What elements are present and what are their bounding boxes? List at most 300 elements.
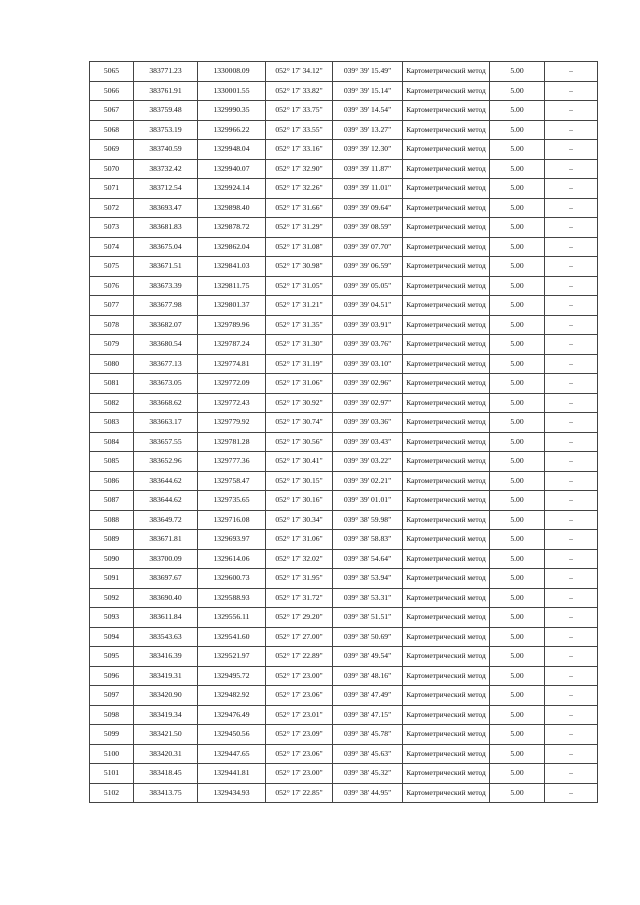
table-row (90, 725, 598, 745)
point-number-cell: 5078 (90, 315, 134, 335)
description-cell: – (545, 315, 598, 335)
method-cell: Картометрический метод (403, 257, 490, 277)
method-cell: Картометрический метод (403, 549, 490, 569)
accuracy-cell: 5.00 (490, 510, 545, 530)
description-cell: – (545, 666, 598, 686)
table-row (90, 510, 598, 530)
latitude-cell: 052° 17' 31.06" (266, 374, 333, 394)
description-cell: – (545, 452, 598, 472)
y-coordinate-cell: 1329541.60 (198, 627, 266, 647)
x-coordinate-cell: 383771.23 (134, 62, 198, 82)
table-row (90, 257, 598, 277)
y-coordinate-cell: 1329450.56 (198, 725, 266, 745)
method-cell: Картометрический метод (403, 627, 490, 647)
accuracy-cell: 5.00 (490, 315, 545, 335)
longitude-cell: 039° 39' 02.21" (333, 471, 403, 491)
table-body (90, 62, 598, 803)
y-coordinate-cell: 1329482.92 (198, 686, 266, 706)
table-row (90, 432, 598, 452)
x-coordinate-cell: 383413.75 (134, 783, 198, 803)
y-coordinate-cell: 1329735.65 (198, 491, 266, 511)
x-coordinate-cell: 383697.67 (134, 569, 198, 589)
longitude-cell: 039° 39' 07.70" (333, 237, 403, 257)
accuracy-cell: 5.00 (490, 569, 545, 589)
latitude-cell: 052° 17' 30.34" (266, 510, 333, 530)
description-cell: – (545, 471, 598, 491)
method-cell: Картометрический метод (403, 81, 490, 101)
description-cell: – (545, 764, 598, 784)
accuracy-cell: 5.00 (490, 549, 545, 569)
x-coordinate-cell: 383419.31 (134, 666, 198, 686)
longitude-cell: 039° 38' 53.94" (333, 569, 403, 589)
method-cell: Картометрический метод (403, 608, 490, 628)
table-row (90, 374, 598, 394)
accuracy-cell: 5.00 (490, 354, 545, 374)
method-cell: Картометрический метод (403, 510, 490, 530)
accuracy-cell: 5.00 (490, 159, 545, 179)
table-row (90, 198, 598, 218)
description-cell: – (545, 549, 598, 569)
point-number-cell: 5066 (90, 81, 134, 101)
y-coordinate-cell: 1329758.47 (198, 471, 266, 491)
longitude-cell: 039° 38' 54.64" (333, 549, 403, 569)
method-cell: Картометрический метод (403, 530, 490, 550)
coordinates-table (89, 61, 598, 803)
longitude-cell: 039° 39' 01.01" (333, 491, 403, 511)
accuracy-cell: 5.00 (490, 81, 545, 101)
point-number-cell: 5090 (90, 549, 134, 569)
point-number-cell: 5080 (90, 354, 134, 374)
description-cell: – (545, 510, 598, 530)
description-cell: – (545, 705, 598, 725)
point-number-cell: 5093 (90, 608, 134, 628)
description-cell: – (545, 608, 598, 628)
latitude-cell: 052° 17' 31.29" (266, 218, 333, 238)
x-coordinate-cell: 383649.72 (134, 510, 198, 530)
description-cell: – (545, 335, 598, 355)
accuracy-cell: 5.00 (490, 218, 545, 238)
method-cell: Картометрический метод (403, 725, 490, 745)
longitude-cell: 039° 39' 13.27" (333, 120, 403, 140)
method-cell: Картометрический метод (403, 432, 490, 452)
method-cell: Картометрический метод (403, 140, 490, 160)
y-coordinate-cell: 1329521.97 (198, 647, 266, 667)
method-cell: Картометрический метод (403, 335, 490, 355)
point-number-cell: 5082 (90, 393, 134, 413)
latitude-cell: 052° 17' 31.06" (266, 530, 333, 550)
latitude-cell: 052° 17' 33.75" (266, 101, 333, 121)
description-cell: – (545, 413, 598, 433)
y-coordinate-cell: 1329588.93 (198, 588, 266, 608)
y-coordinate-cell: 1329940.07 (198, 159, 266, 179)
accuracy-cell: 5.00 (490, 62, 545, 82)
table-row (90, 393, 598, 413)
longitude-cell: 039° 38' 50.69" (333, 627, 403, 647)
accuracy-cell: 5.00 (490, 608, 545, 628)
table-row (90, 569, 598, 589)
longitude-cell: 039° 38' 47.49" (333, 686, 403, 706)
accuracy-cell: 5.00 (490, 432, 545, 452)
description-cell: – (545, 159, 598, 179)
longitude-cell: 039° 39' 09.64" (333, 198, 403, 218)
y-coordinate-cell: 1330008.09 (198, 62, 266, 82)
point-number-cell: 5077 (90, 296, 134, 316)
x-coordinate-cell: 383682.07 (134, 315, 198, 335)
x-coordinate-cell: 383644.62 (134, 471, 198, 491)
point-number-cell: 5099 (90, 725, 134, 745)
description-cell: – (545, 296, 598, 316)
y-coordinate-cell: 1329434.93 (198, 783, 266, 803)
point-number-cell: 5069 (90, 140, 134, 160)
y-coordinate-cell: 1329878.72 (198, 218, 266, 238)
table-row (90, 81, 598, 101)
longitude-cell: 039° 39' 02.97" (333, 393, 403, 413)
description-cell: – (545, 62, 598, 82)
x-coordinate-cell: 383543.63 (134, 627, 198, 647)
y-coordinate-cell: 1329779.92 (198, 413, 266, 433)
table-row (90, 764, 598, 784)
method-cell: Картометрический метод (403, 666, 490, 686)
x-coordinate-cell: 383418.45 (134, 764, 198, 784)
description-cell: – (545, 647, 598, 667)
latitude-cell: 052° 17' 30.92" (266, 393, 333, 413)
longitude-cell: 039° 38' 45.78" (333, 725, 403, 745)
y-coordinate-cell: 1329898.40 (198, 198, 266, 218)
point-number-cell: 5098 (90, 705, 134, 725)
x-coordinate-cell: 383663.17 (134, 413, 198, 433)
latitude-cell: 052° 17' 30.74" (266, 413, 333, 433)
longitude-cell: 039° 39' 03.43" (333, 432, 403, 452)
x-coordinate-cell: 383753.19 (134, 120, 198, 140)
table-row (90, 627, 598, 647)
table-row (90, 354, 598, 374)
method-cell: Картометрический метод (403, 198, 490, 218)
latitude-cell: 052° 17' 23.01" (266, 705, 333, 725)
latitude-cell: 052° 17' 31.05" (266, 276, 333, 296)
accuracy-cell: 5.00 (490, 101, 545, 121)
method-cell: Картометрический метод (403, 218, 490, 238)
table-row (90, 686, 598, 706)
y-coordinate-cell: 1329476.49 (198, 705, 266, 725)
accuracy-cell: 5.00 (490, 783, 545, 803)
longitude-cell: 039° 38' 59.98" (333, 510, 403, 530)
method-cell: Картометрический метод (403, 159, 490, 179)
y-coordinate-cell: 1329990.35 (198, 101, 266, 121)
latitude-cell: 052° 17' 29.20" (266, 608, 333, 628)
point-number-cell: 5095 (90, 647, 134, 667)
accuracy-cell: 5.00 (490, 179, 545, 199)
longitude-cell: 039° 39' 08.59" (333, 218, 403, 238)
point-number-cell: 5094 (90, 627, 134, 647)
latitude-cell: 052° 17' 23.09" (266, 725, 333, 745)
accuracy-cell: 5.00 (490, 705, 545, 725)
point-number-cell: 5081 (90, 374, 134, 394)
y-coordinate-cell: 1329772.09 (198, 374, 266, 394)
method-cell: Картометрический метод (403, 315, 490, 335)
latitude-cell: 052° 17' 31.19" (266, 354, 333, 374)
method-cell: Картометрический метод (403, 296, 490, 316)
description-cell: – (545, 783, 598, 803)
description-cell: – (545, 237, 598, 257)
method-cell: Картометрический метод (403, 705, 490, 725)
longitude-cell: 039° 39' 14.54" (333, 101, 403, 121)
accuracy-cell: 5.00 (490, 393, 545, 413)
table-row (90, 62, 598, 82)
point-number-cell: 5067 (90, 101, 134, 121)
longitude-cell: 039° 39' 15.49" (333, 62, 403, 82)
longitude-cell: 039° 39' 06.59" (333, 257, 403, 277)
y-coordinate-cell: 1329495.72 (198, 666, 266, 686)
y-coordinate-cell: 1329600.73 (198, 569, 266, 589)
table-row (90, 335, 598, 355)
x-coordinate-cell: 383690.40 (134, 588, 198, 608)
method-cell: Картометрический метод (403, 120, 490, 140)
longitude-cell: 039° 38' 51.51" (333, 608, 403, 628)
latitude-cell: 052° 17' 32.90" (266, 159, 333, 179)
longitude-cell: 039° 38' 47.15" (333, 705, 403, 725)
longitude-cell: 039° 38' 45.32" (333, 764, 403, 784)
y-coordinate-cell: 1329948.04 (198, 140, 266, 160)
method-cell: Картометрический метод (403, 588, 490, 608)
latitude-cell: 052° 17' 32.26" (266, 179, 333, 199)
point-number-cell: 5102 (90, 783, 134, 803)
y-coordinate-cell: 1329811.75 (198, 276, 266, 296)
y-coordinate-cell: 1329781.28 (198, 432, 266, 452)
x-coordinate-cell: 383611.84 (134, 608, 198, 628)
table-row (90, 549, 598, 569)
longitude-cell: 039° 39' 03.22" (333, 452, 403, 472)
longitude-cell: 039° 39' 04.51" (333, 296, 403, 316)
latitude-cell: 052° 17' 23.06" (266, 744, 333, 764)
longitude-cell: 039° 38' 53.31" (333, 588, 403, 608)
y-coordinate-cell: 1329966.22 (198, 120, 266, 140)
table-row (90, 530, 598, 550)
latitude-cell: 052° 17' 31.30" (266, 335, 333, 355)
table-row (90, 315, 598, 335)
accuracy-cell: 5.00 (490, 666, 545, 686)
accuracy-cell: 5.00 (490, 627, 545, 647)
table-row (90, 218, 598, 238)
x-coordinate-cell: 383740.59 (134, 140, 198, 160)
latitude-cell: 052° 17' 31.08" (266, 237, 333, 257)
x-coordinate-cell: 383673.05 (134, 374, 198, 394)
accuracy-cell: 5.00 (490, 413, 545, 433)
latitude-cell: 052° 17' 22.85" (266, 783, 333, 803)
x-coordinate-cell: 383671.81 (134, 530, 198, 550)
table-row (90, 744, 598, 764)
description-cell: – (545, 530, 598, 550)
description-cell: – (545, 354, 598, 374)
table-row (90, 588, 598, 608)
x-coordinate-cell: 383761.91 (134, 81, 198, 101)
accuracy-cell: 5.00 (490, 374, 545, 394)
description-cell: – (545, 686, 598, 706)
y-coordinate-cell: 1329556.11 (198, 608, 266, 628)
x-coordinate-cell: 383671.51 (134, 257, 198, 277)
method-cell: Картометрический метод (403, 452, 490, 472)
method-cell: Картометрический метод (403, 62, 490, 82)
longitude-cell: 039° 39' 11.01" (333, 179, 403, 199)
point-number-cell: 5070 (90, 159, 134, 179)
y-coordinate-cell: 1329693.97 (198, 530, 266, 550)
table-row (90, 413, 598, 433)
y-coordinate-cell: 1329801.37 (198, 296, 266, 316)
longitude-cell: 039° 39' 03.91" (333, 315, 403, 335)
description-cell: – (545, 725, 598, 745)
method-cell: Картометрический метод (403, 744, 490, 764)
latitude-cell: 052° 17' 31.35" (266, 315, 333, 335)
table-row (90, 452, 598, 472)
latitude-cell: 052° 17' 30.16" (266, 491, 333, 511)
description-cell: – (545, 393, 598, 413)
method-cell: Картометрический метод (403, 471, 490, 491)
latitude-cell: 052° 17' 23.06" (266, 686, 333, 706)
y-coordinate-cell: 1329441.81 (198, 764, 266, 784)
point-number-cell: 5074 (90, 237, 134, 257)
accuracy-cell: 5.00 (490, 198, 545, 218)
description-cell: – (545, 744, 598, 764)
table-row (90, 296, 598, 316)
accuracy-cell: 5.00 (490, 744, 545, 764)
accuracy-cell: 5.00 (490, 120, 545, 140)
x-coordinate-cell: 383732.42 (134, 159, 198, 179)
method-cell: Картометрический метод (403, 647, 490, 667)
latitude-cell: 052° 17' 33.55" (266, 120, 333, 140)
x-coordinate-cell: 383673.39 (134, 276, 198, 296)
x-coordinate-cell: 383644.62 (134, 491, 198, 511)
accuracy-cell: 5.00 (490, 471, 545, 491)
method-cell: Картометрический метод (403, 179, 490, 199)
longitude-cell: 039° 38' 44.95" (333, 783, 403, 803)
table-row (90, 101, 598, 121)
x-coordinate-cell: 383416.39 (134, 647, 198, 667)
y-coordinate-cell: 1329841.03 (198, 257, 266, 277)
accuracy-cell: 5.00 (490, 491, 545, 511)
method-cell: Картометрический метод (403, 491, 490, 511)
table-row (90, 471, 598, 491)
point-number-cell: 5071 (90, 179, 134, 199)
y-coordinate-cell: 1329924.14 (198, 179, 266, 199)
latitude-cell: 052° 17' 30.15" (266, 471, 333, 491)
x-coordinate-cell: 383652.96 (134, 452, 198, 472)
table-row (90, 140, 598, 160)
point-number-cell: 5079 (90, 335, 134, 355)
x-coordinate-cell: 383693.47 (134, 198, 198, 218)
x-coordinate-cell: 383712.54 (134, 179, 198, 199)
table-row (90, 666, 598, 686)
longitude-cell: 039° 39' 03.10" (333, 354, 403, 374)
point-number-cell: 5083 (90, 413, 134, 433)
description-cell: – (545, 276, 598, 296)
point-number-cell: 5085 (90, 452, 134, 472)
longitude-cell: 039° 39' 03.76" (333, 335, 403, 355)
latitude-cell: 052° 17' 31.21" (266, 296, 333, 316)
longitude-cell: 039° 38' 49.54" (333, 647, 403, 667)
method-cell: Картометрический метод (403, 764, 490, 784)
description-cell: – (545, 120, 598, 140)
method-cell: Картометрический метод (403, 393, 490, 413)
longitude-cell: 039° 39' 12.30" (333, 140, 403, 160)
y-coordinate-cell: 1329447.65 (198, 744, 266, 764)
point-number-cell: 5101 (90, 764, 134, 784)
point-number-cell: 5088 (90, 510, 134, 530)
description-cell: – (545, 491, 598, 511)
x-coordinate-cell: 383668.62 (134, 393, 198, 413)
x-coordinate-cell: 383421.50 (134, 725, 198, 745)
point-number-cell: 5100 (90, 744, 134, 764)
longitude-cell: 039° 39' 15.14" (333, 81, 403, 101)
description-cell: – (545, 257, 598, 277)
latitude-cell: 052° 17' 30.41" (266, 452, 333, 472)
description-cell: – (545, 198, 598, 218)
x-coordinate-cell: 383677.98 (134, 296, 198, 316)
x-coordinate-cell: 383657.55 (134, 432, 198, 452)
point-number-cell: 5073 (90, 218, 134, 238)
accuracy-cell: 5.00 (490, 257, 545, 277)
method-cell: Картометрический метод (403, 413, 490, 433)
point-number-cell: 5089 (90, 530, 134, 550)
x-coordinate-cell: 383681.83 (134, 218, 198, 238)
y-coordinate-cell: 1329614.06 (198, 549, 266, 569)
longitude-cell: 039° 38' 45.63" (333, 744, 403, 764)
latitude-cell: 052° 17' 33.82" (266, 81, 333, 101)
y-coordinate-cell: 1329716.08 (198, 510, 266, 530)
longitude-cell: 039° 39' 05.05" (333, 276, 403, 296)
x-coordinate-cell: 383759.48 (134, 101, 198, 121)
latitude-cell: 052° 17' 23.00" (266, 666, 333, 686)
table-row (90, 276, 598, 296)
point-number-cell: 5065 (90, 62, 134, 82)
accuracy-cell: 5.00 (490, 647, 545, 667)
table-row (90, 120, 598, 140)
description-cell: – (545, 218, 598, 238)
point-number-cell: 5097 (90, 686, 134, 706)
longitude-cell: 039° 38' 58.83" (333, 530, 403, 550)
table-row (90, 783, 598, 803)
accuracy-cell: 5.00 (490, 335, 545, 355)
accuracy-cell: 5.00 (490, 530, 545, 550)
method-cell: Картометрический метод (403, 354, 490, 374)
y-coordinate-cell: 1329862.04 (198, 237, 266, 257)
latitude-cell: 052° 17' 32.02" (266, 549, 333, 569)
latitude-cell: 052° 17' 30.56" (266, 432, 333, 452)
longitude-cell: 039° 39' 02.96" (333, 374, 403, 394)
x-coordinate-cell: 383680.54 (134, 335, 198, 355)
description-cell: – (545, 101, 598, 121)
longitude-cell: 039° 39' 03.36" (333, 413, 403, 433)
point-number-cell: 5092 (90, 588, 134, 608)
y-coordinate-cell: 1330001.55 (198, 81, 266, 101)
table-row (90, 647, 598, 667)
table-row (90, 705, 598, 725)
description-cell: – (545, 140, 598, 160)
accuracy-cell: 5.00 (490, 237, 545, 257)
table-row (90, 608, 598, 628)
point-number-cell: 5091 (90, 569, 134, 589)
x-coordinate-cell: 383420.90 (134, 686, 198, 706)
x-coordinate-cell: 383700.09 (134, 549, 198, 569)
method-cell: Картометрический метод (403, 783, 490, 803)
point-number-cell: 5068 (90, 120, 134, 140)
table-row (90, 159, 598, 179)
latitude-cell: 052° 17' 34.12" (266, 62, 333, 82)
y-coordinate-cell: 1329789.96 (198, 315, 266, 335)
method-cell: Картометрический метод (403, 237, 490, 257)
accuracy-cell: 5.00 (490, 725, 545, 745)
description-cell: – (545, 569, 598, 589)
longitude-cell: 039° 39' 11.87" (333, 159, 403, 179)
latitude-cell: 052° 17' 27.00" (266, 627, 333, 647)
